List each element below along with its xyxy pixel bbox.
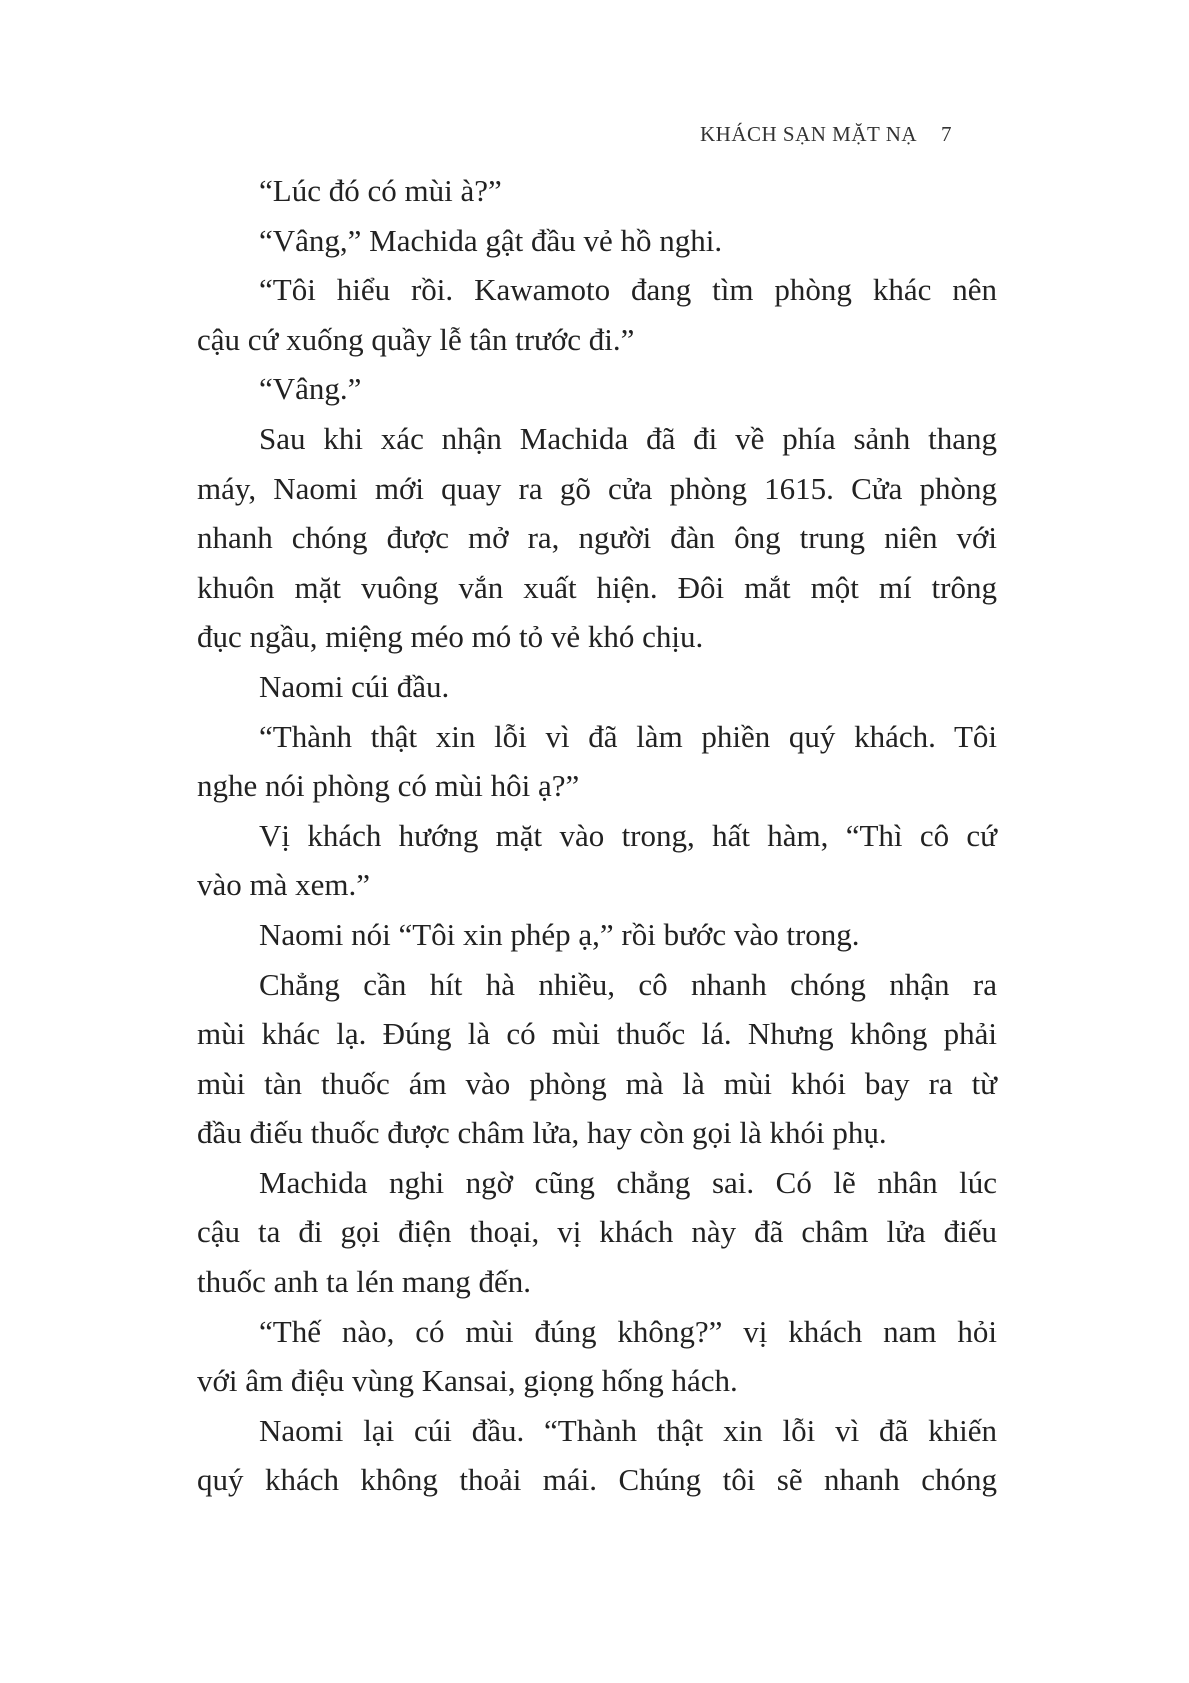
text-line: Sau khi xác nhận Machida đã đi về phía sảnh thang	[259, 420, 997, 456]
text-line: Chẳng cần hít hà nhiều, cô nhanh chóng nhận ra	[259, 966, 997, 1002]
text-line: “Thành thật xin lỗi vì đã làm phiền quý khách. Tôi	[259, 718, 997, 754]
page-number: 7	[941, 122, 953, 146]
text-line: “Thế nào, có mùi đúng không?” vị khách nam hỏi	[259, 1313, 997, 1349]
text-line: “Tôi hiểu rồi. Kawamoto đang tìm phòng khác nên	[259, 272, 997, 308]
text-line: thuốc anh ta lén mang đến.	[197, 1264, 532, 1300]
text-line: “Vâng,” Machida gật đầu vẻ hồ nghi.	[259, 222, 723, 258]
running-header	[700, 122, 952, 147]
text-line: máy, Naomi mới quay ra gõ cửa phòng 1615. Cửa phòng	[197, 470, 997, 506]
text-line: Vị khách hướng mặt vào trong, hất hàm, “Thì cô cứ	[259, 817, 997, 853]
text-line: cậu cứ xuống quầy lễ tân trước đi.”	[197, 321, 635, 357]
text-line: đầu điếu thuốc được châm lửa, hay còn gọi là khói phụ.	[197, 1115, 887, 1151]
text-line: “Lúc đó có mùi à?”	[259, 173, 502, 208]
text-line: mùi tàn thuốc ám vào phòng mà là mùi khói bay ra từ	[197, 1065, 997, 1101]
text-line: đục ngầu, miệng méo mó tỏ vẻ khó chịu.	[197, 619, 704, 655]
text-line: khuôn mặt vuông vắn xuất hiện. Đôi mắt một mí trông	[197, 569, 997, 605]
text-line: vào mà xem.”	[197, 867, 371, 903]
text-line: Machida nghi ngờ cũng chẳng sai. Có lẽ nhân lúc	[259, 1164, 997, 1200]
text-line: Naomi lại cúi đầu. “Thành thật xin lỗi vì đã khiến	[259, 1412, 997, 1448]
text-line: Naomi cúi đầu.	[259, 668, 450, 704]
text-line: Naomi nói “Tôi xin phép ạ,” rồi bước vào trong.	[259, 916, 860, 952]
running-title: KHÁCH SẠN MẶT NẠ	[700, 122, 918, 146]
text-line: với âm điệu vùng Kansai, giọng hống hách.	[197, 1363, 738, 1399]
page-body-text	[197, 166, 997, 1505]
text-line: quý khách không thoải mái. Chúng tôi sẽ nhanh chóng	[197, 1462, 997, 1498]
text-line: “Vâng.”	[259, 371, 362, 407]
text-line: mùi khác lạ. Đúng là có mùi thuốc lá. Nhưng không phải	[197, 1016, 997, 1052]
text-line: cậu ta đi gọi điện thoại, vị khách này đã châm lửa điếu	[197, 1214, 997, 1250]
text-line: nhanh chóng được mở ra, người đàn ông trung niên với	[197, 520, 997, 556]
text-line: nghe nói phòng có mùi hôi ạ?”	[197, 768, 580, 804]
